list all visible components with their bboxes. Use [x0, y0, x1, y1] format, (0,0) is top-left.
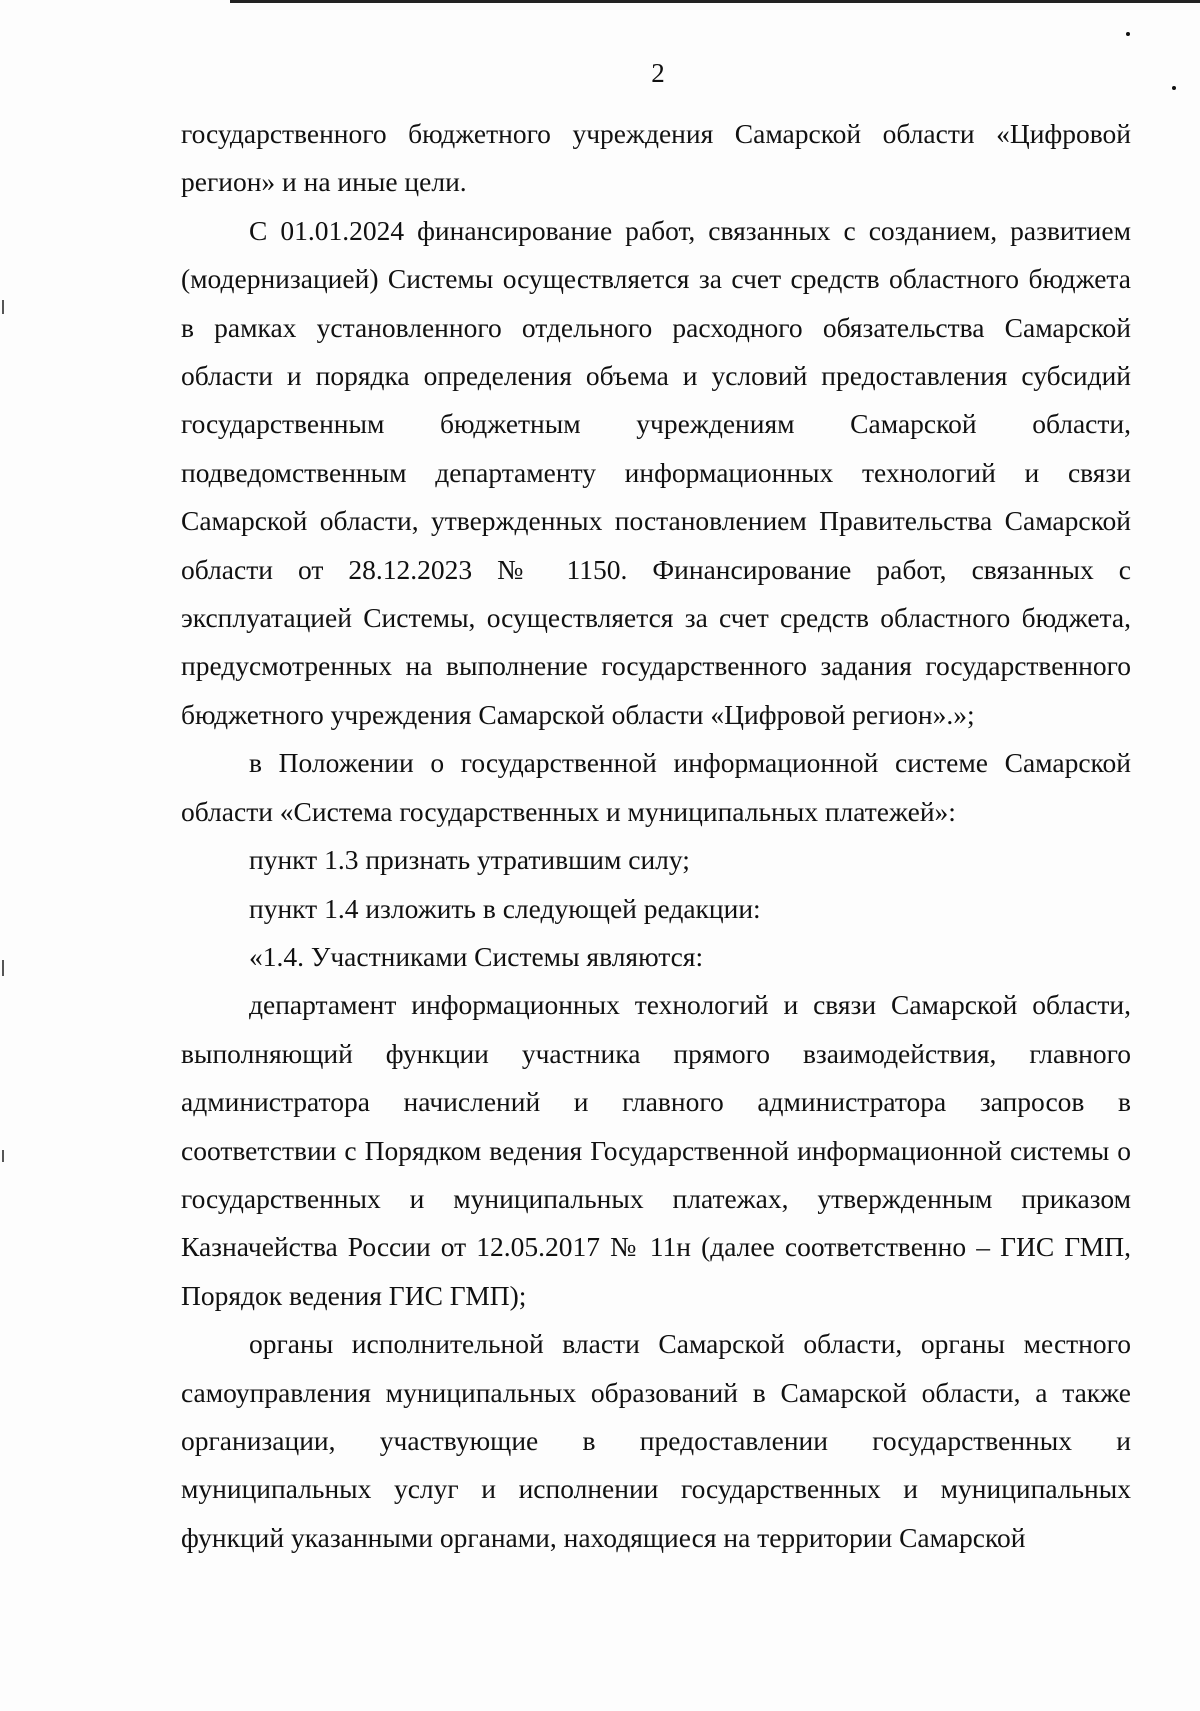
- page-number: 2: [651, 58, 665, 88]
- paragraph-regulation: в Положении о государственной информационной системе Самарской области «Система государственных и муниципальных платежей»:: [181, 747, 1131, 827]
- paragraph-department: департамент информационных технологий и связи Самарской области, выполняющий функции участника прямого взаимодействия, главного администратора начислений и главного администратора запросов в соответствии с Порядком ведения Государственной информационной системы о государственных и муниципальных платежах, утвержденным приказом Казначейства России от 12.05.2017 № 11н (далее соответственно – ГИС ГМП, Порядок ведения ГИС ГМП);: [181, 989, 1131, 1311]
- scan-edge-mark: [2, 300, 4, 314]
- scan-speck: [1126, 32, 1130, 36]
- scan-top-edge: [230, 0, 1200, 3]
- paragraph-authorities: органы исполнительной власти Самарской области, органы местного самоуправления муниципальных образований в Самарской области, а также организации, участвующие в предоставлении государственных и муниципальных услуг и исполнении государственных и муниципальных функций указанными органами, находящиеся на территории Самарской: [181, 1328, 1131, 1553]
- paragraph-item-1-3: пункт 1.3 признать утратившим силу;: [249, 844, 690, 876]
- document-body: [181, 110, 1131, 1562]
- paragraph-continuation: государственного бюджетного учреждения Самарской области «Цифровой регион» и на иные цели.: [181, 118, 1131, 198]
- paragraph-financing: С 01.01.2024 финансирование работ, связанных с созданием, развитием (модернизацией) Системы осуществляется за счет средств областного бюджета в рамках установленного отдельного расходного обязательства Самарской области и порядка определения объема и условий предоставления субсидий государственным бюджетным учреждениям Самарской области, подведомственным департаменту информационных технологий и связи Самарской области, утвержденных постановлением Правительства Самарской области от 28.12.2023 № 1150. Финансирование работ, связанных с эксплуатацией Системы, осуществляется за счет средств областного бюджета, предусмотренных на выполнение государственного задания государственного бюджетного учреждения Самарской области «Цифровой регион».»;: [181, 214, 1131, 730]
- scan-edge-mark: [2, 1150, 4, 1162]
- paragraph-participants-heading: «1.4. Участниками Системы являются:: [249, 940, 704, 972]
- scan-edge-mark: [2, 960, 4, 976]
- paragraph-item-1-4: пункт 1.4 изложить в следующей редакции:: [249, 892, 761, 924]
